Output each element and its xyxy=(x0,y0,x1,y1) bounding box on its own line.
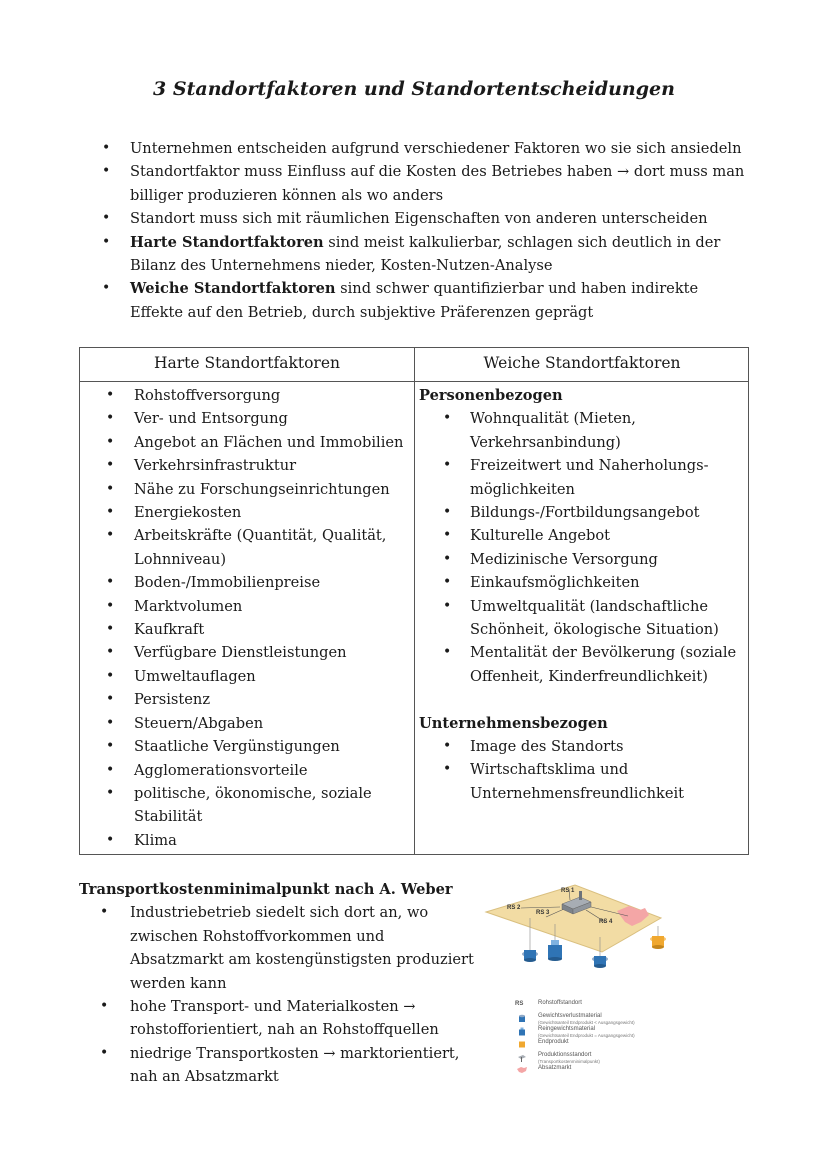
list-item: • Klima xyxy=(106,829,406,852)
legend-label: Rohstoffstandort xyxy=(538,1000,582,1006)
list-item: • politische, ökonomische, soziale Stabilität xyxy=(106,782,406,829)
rs3-label: RS 3 xyxy=(536,910,550,916)
table-header-soft: Weiche Standortfaktoren xyxy=(483,354,681,372)
legend-row xyxy=(515,1013,715,1026)
list-item: • niedrige Transportkosten → marktorientiert, nah an Absatzmarkt xyxy=(100,1042,479,1089)
list-item: • Persistenz xyxy=(106,688,406,711)
list-item: • Angebot an Flächen und Immobilien xyxy=(106,431,406,454)
list-item: • Image des Standorts xyxy=(443,735,744,758)
end-product-icon xyxy=(650,936,666,949)
weight-loss-icon xyxy=(515,1014,529,1023)
list-item: • Nähe zu Forschungseinrichtungen xyxy=(106,478,406,501)
intro-item: • Standortfaktor muss Einfluss auf die Kosten des Betriebes haben → dort muss man billiger produzieren können als wo anders xyxy=(100,160,750,207)
factors-table xyxy=(79,347,749,855)
weight-loss-icon xyxy=(592,956,608,968)
list-item: • Energiekosten xyxy=(106,501,406,524)
legend-row xyxy=(515,1052,715,1065)
term-hard: Harte Standortfaktoren xyxy=(130,233,324,251)
rs1-label: RS 1 xyxy=(561,888,575,894)
list-item: • Wohnqualität (Mieten, Verkehrsanbindung) xyxy=(443,407,744,454)
hard-factors-list xyxy=(106,384,406,852)
legend-label: Gewichtsverlustmaterial xyxy=(538,1013,602,1019)
list-item: • Ver- und Entsorgung xyxy=(106,407,406,430)
list-item: • Arbeitskräfte (Quantität, Qualität, Lohnniveau) xyxy=(106,524,406,571)
list-item: • Agglomerationsvorteile xyxy=(106,759,406,782)
list-item: • Umweltqualität (landschaftliche Schönheit, ökologische Situation) xyxy=(443,595,744,642)
legend-row xyxy=(515,1065,715,1078)
rs4-label: RS 4 xyxy=(599,919,613,925)
list-item: • Kaufkraft xyxy=(106,618,406,641)
rs2-label: RS 2 xyxy=(507,905,521,911)
intro-item: • Harte Standortfaktoren sind meist kalkulierbar, schlagen sich deutlich in der Bilanz des Unternehmens nieder, Kosten-Nutzen-Analyse xyxy=(100,231,750,278)
legend-label: Produktionsstandort xyxy=(538,1052,592,1058)
list-item: • Staatliche Vergünstigungen xyxy=(106,735,406,758)
legend-label: Endprodukt xyxy=(538,1039,569,1045)
spacer xyxy=(419,688,744,711)
list-item: • Bildungs-/Fortbildungsangebot xyxy=(443,501,744,524)
intro-list xyxy=(100,137,750,324)
legend-sublabel: (Gewichtsanteil Endprodukt < Ausgangsgewicht) xyxy=(538,1019,635,1025)
intro-item: • Weiche Standortfaktoren sind schwer quantifizierbar und haben indirekte Effekte auf den Betrieb, durch subjektive Präferenzen geprägt xyxy=(100,277,750,324)
list-item: • Wirtschaftsklima und Unternehmensfreundlichkeit xyxy=(443,758,744,805)
list-item: • Boden-/Immobilienpreise xyxy=(106,571,406,594)
soft-company-list xyxy=(443,735,744,805)
list-item: • Steuern/Abgaben xyxy=(106,712,406,735)
diagram-legend xyxy=(515,1000,715,1078)
list-item: • hohe Transport- und Materialkosten → rohstofforientiert, nah an Rohstoffquellen xyxy=(100,995,479,1042)
production-site-icon xyxy=(515,1053,529,1062)
list-item: • Medizinische Versorgung xyxy=(443,548,744,571)
raw-material-symbol: RS xyxy=(515,1001,524,1007)
list-item: • Verkehrsinfrastruktur xyxy=(106,454,406,477)
legend-row xyxy=(515,1000,715,1013)
list-item: • Umweltauflagen xyxy=(106,665,406,688)
weight-loss-icon xyxy=(522,950,538,962)
table-header-hard: Harte Standortfaktoren xyxy=(154,354,340,372)
list-item: • Industriebetrieb siedelt sich dort an, wo zwischen Rohstoffvorkommen und Absatzmarkt am kostengünstigsten produziert werden kann xyxy=(100,901,479,995)
legend-row xyxy=(515,1039,715,1052)
list-item: • Freizeitwert und Naherholungs-möglichkeiten xyxy=(443,454,744,501)
page-title: 3 Standortfaktoren und Standortentscheidungen xyxy=(153,78,675,100)
weber-section xyxy=(79,878,479,1089)
legend-label: Reingewichtsmaterial xyxy=(538,1026,596,1032)
list-item: • Marktvolumen xyxy=(106,595,406,618)
intro-item: • Unternehmen entscheiden aufgrund verschiedener Faktoren wo sie sich ansiedeln xyxy=(100,137,750,160)
legend-sublabel: (Gewichtsanteil Endprodukt = Ausgangsgewicht) xyxy=(538,1032,635,1038)
table-divider-horizontal xyxy=(80,381,748,382)
weber-list xyxy=(100,901,479,1088)
subheading-company: Unternehmensbezogen xyxy=(419,714,608,732)
list-item: • Rohstoffversorgung xyxy=(106,384,406,407)
section-heading-weber: Transportkostenminimalpunkt nach A. Weber xyxy=(79,881,453,898)
sales-market-icon xyxy=(515,1066,529,1074)
intro-item: • Standort muss sich mit räumlichen Eigenschaften von anderen unterscheiden xyxy=(100,207,750,230)
term-soft: Weiche Standortfaktoren xyxy=(130,280,336,298)
legend-row xyxy=(515,1026,715,1039)
list-item: • Verfügbare Dienstleistungen xyxy=(106,641,406,664)
pure-material-icon xyxy=(515,1027,529,1036)
end-product-icon xyxy=(515,1040,529,1049)
subheading-person: Personenbezogen xyxy=(419,387,563,404)
legend-sublabel: (Transportkostenminimalpunkt) xyxy=(538,1058,600,1064)
soft-factors-column xyxy=(419,384,744,805)
legend-label: Absatzmarkt xyxy=(538,1065,572,1071)
table-divider-vertical xyxy=(414,348,415,854)
list-item: • Mentalität der Bevölkerung (soziale Offenheit, Kinderfreundlichkeit) xyxy=(443,641,744,688)
soft-person-list xyxy=(443,407,744,688)
list-item: • Einkaufsmöglichkeiten xyxy=(443,571,744,594)
list-item: • Kulturelle Angebot xyxy=(443,524,744,547)
pure-material-icon xyxy=(548,940,562,961)
